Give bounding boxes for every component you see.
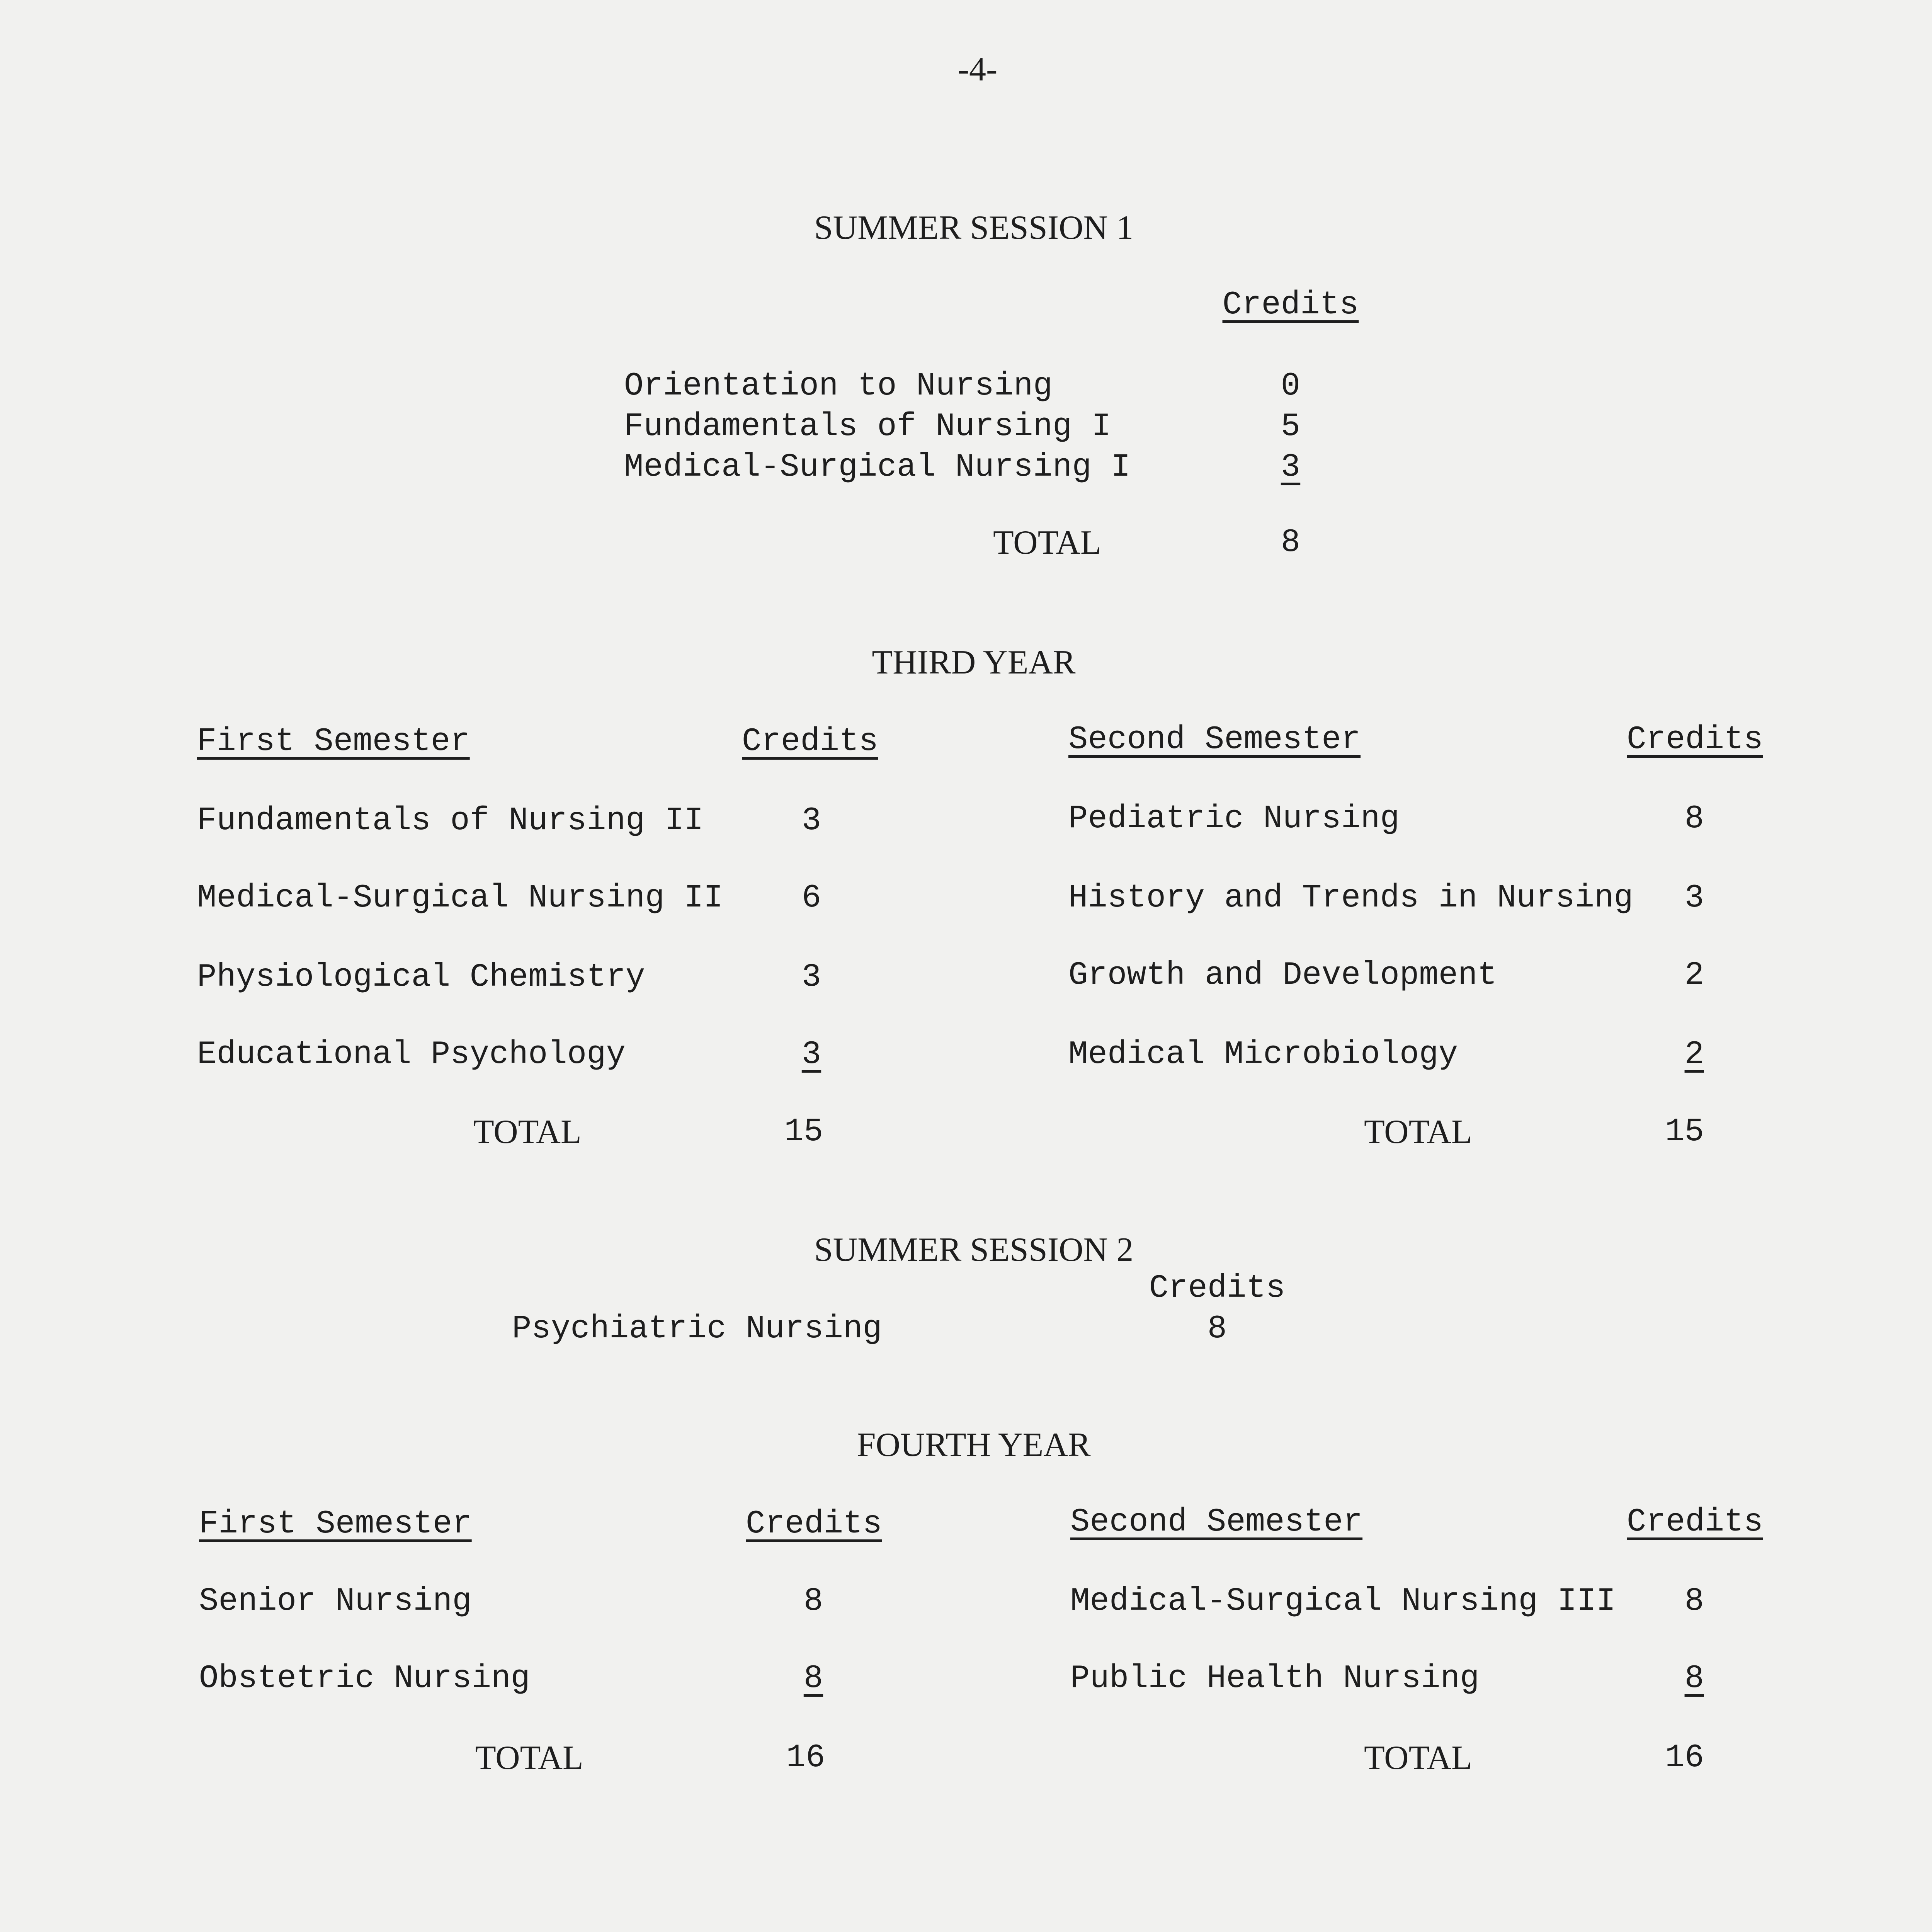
third-year-second-credit: 2: [1684, 957, 1704, 994]
third-year-second-credit-value: 2: [1684, 1036, 1704, 1073]
third-year-second-credit: [1627, 1036, 1704, 1074]
third-year-first-credit: 3: [801, 803, 821, 839]
summer-1-course: Medical-Surgical Nursing I: [624, 449, 1131, 486]
third-year-heading: THIRD YEAR: [872, 644, 1076, 681]
third-year-first-course: Fundamentals of Nursing II: [197, 803, 704, 839]
fourth-year-first-credits-header: Credits: [746, 1506, 882, 1543]
fourth-year-first-course: Senior Nursing: [199, 1583, 472, 1620]
third-year-second-course: Growth and Development: [1068, 957, 1497, 994]
page-number: -4-: [957, 51, 998, 88]
third-year-second-total-label: TOTAL: [1364, 1113, 1472, 1151]
third-year-second-credits-header: Credits: [1627, 721, 1763, 758]
summer-1-total-label: TOTAL: [993, 524, 1101, 561]
third-year-second-total: 15: [1665, 1114, 1704, 1150]
fourth-year-first-total: 16: [786, 1740, 825, 1776]
summer-session-2-heading: SUMMER SESSION 2: [814, 1231, 1134, 1269]
third-year-first-course: Medical-Surgical Nursing II: [197, 880, 723, 917]
third-year-first-credit: [765, 1036, 858, 1074]
fourth-year-second-total: 16: [1665, 1740, 1704, 1776]
summer-2-credits-header: Credits: [1149, 1270, 1286, 1307]
third-year-first-semester-header: First Semester: [197, 723, 470, 760]
third-year-second-course: Pediatric Nursing: [1068, 801, 1400, 837]
third-year-first-course: Physiological Chemistry: [197, 959, 645, 996]
summer-1-credits-header: Credits: [1222, 287, 1359, 323]
summer-1-course: Orientation to Nursing: [624, 368, 1053, 405]
third-year-first-total-label: TOTAL: [473, 1113, 582, 1151]
summer-session-1-heading: SUMMER SESSION 1: [814, 209, 1134, 247]
fourth-year-second-course: Public Health Nursing: [1070, 1660, 1480, 1697]
fourth-year-second-course: Medical-Surgical Nursing III: [1070, 1583, 1616, 1620]
fourth-year-second-credit: [1627, 1660, 1704, 1698]
third-year-first-credits-header: Credits: [742, 723, 878, 760]
summer-1-credit: 5: [1281, 408, 1301, 445]
fourth-year-first-semester-header: First Semester: [199, 1506, 472, 1543]
third-year-first-total: 15: [784, 1114, 823, 1150]
third-year-second-credit: 3: [1684, 880, 1704, 917]
fourth-year-heading: FOURTH YEAR: [857, 1426, 1091, 1464]
fourth-year-second-semester-header: Second Semester: [1070, 1504, 1363, 1541]
fourth-year-first-credit: 8: [803, 1583, 823, 1620]
fourth-year-first-credit: [767, 1660, 860, 1698]
fourth-year-first-total-label: TOTAL: [475, 1739, 583, 1777]
summer-1-credit: 0: [1281, 368, 1301, 405]
summer-1-total: 8: [1281, 524, 1301, 561]
summer-1-credit: [1244, 448, 1337, 487]
summer-2-credit: 8: [1207, 1311, 1227, 1347]
third-year-second-course: Medical Microbiology: [1068, 1036, 1458, 1073]
third-year-second-semester-header: Second Semester: [1068, 721, 1361, 758]
third-year-second-course: History and Trends in Nursing: [1068, 880, 1633, 917]
summer-1-course: Fundamentals of Nursing I: [624, 408, 1111, 445]
third-year-first-credit-value: 3: [801, 1036, 821, 1073]
third-year-first-course: Educational Psychology: [197, 1036, 626, 1073]
fourth-year-second-credit-value: 8: [1684, 1660, 1704, 1697]
fourth-year-second-credits-header: Credits: [1627, 1504, 1763, 1541]
summer-2-course: Psychiatric Nursing: [512, 1311, 882, 1347]
summer-1-credit-value: 3: [1281, 449, 1301, 486]
fourth-year-first-credit-value: 8: [803, 1660, 823, 1697]
fourth-year-second-credit: 8: [1684, 1583, 1704, 1620]
third-year-first-credit: 3: [801, 959, 821, 996]
third-year-second-credit: 8: [1684, 801, 1704, 837]
third-year-first-credit: 6: [801, 880, 821, 917]
fourth-year-second-total-label: TOTAL: [1364, 1739, 1472, 1777]
fourth-year-first-course: Obstetric Nursing: [199, 1660, 530, 1697]
